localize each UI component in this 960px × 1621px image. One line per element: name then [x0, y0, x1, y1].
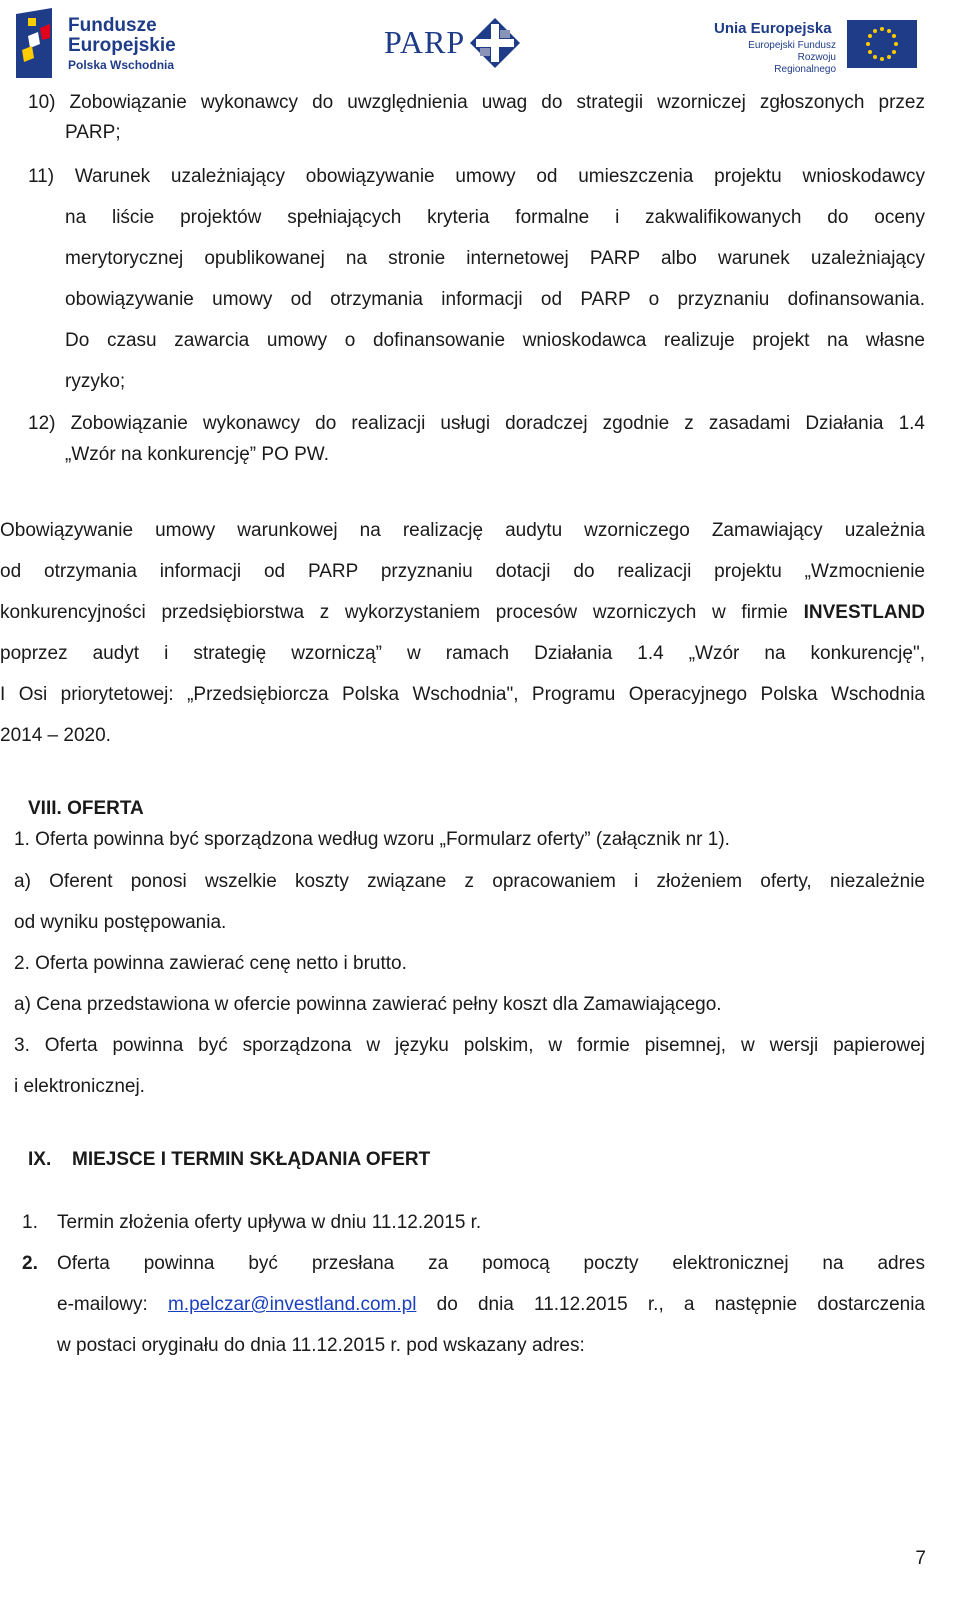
section-8-heading: VIII. OFERTA: [28, 798, 144, 819]
list-item-11-line1: 11) Warunek uzależniający obowiązywanie umowy od umieszczenia projektu wnioskodawcy: [28, 166, 925, 187]
fe-logo-subtitle: Polska Wschodnia: [68, 58, 175, 72]
conditional-paragraph-line5: I Osi priorytetowej: „Przedsiębiorcza Polska Wschodnia", Programu Operacyjnego Polska Wschodnia: [0, 684, 925, 705]
ue-logo-subtitle: Europejski Fundusz Rozwoju Regionalnego: [748, 40, 836, 75]
deadline-item-2-number: 2.: [22, 1253, 38, 1274]
fundusze-europejskie-logo: [14, 6, 214, 80]
conditional-paragraph-line3: konkurencyjności przedsiębiorstwa z wykorzystaniem procesów wzorniczych w firmie INVESTLAND: [0, 602, 925, 623]
list-item-12-line2: „Wzór na konkurencję” PO PW.: [65, 444, 329, 465]
fe-emblem-icon: [14, 6, 64, 80]
deadline-item-1-number: 1.: [22, 1212, 38, 1233]
list-item-11-line5: Do czasu zawarcia umowy o dofinansowanie wnioskodawca realizuje projekt na własne: [65, 330, 925, 351]
offer-item-3-line1: 3. Oferta powinna być sporządzona w języku polskim, w formie pisemnej, w wersji papierowej: [14, 1035, 925, 1056]
parp-logo: [384, 14, 534, 74]
parp-emblem-icon: [470, 18, 520, 68]
list-item-11-line2: na liście projektów spełniających kryteria formalne i zakwalifikowanych do oceny: [65, 207, 925, 228]
conditional-paragraph-line2: od otrzymania informacji od PARP przyznaniu dotacji do realizacji projektu „Wzmocnienie: [0, 561, 925, 582]
offer-item-1a-line2: od wyniku postępowania.: [14, 912, 227, 933]
conditional-paragraph-line1: Obowiązywanie umowy warunkowej na realizację audytu wzorniczego Zamawiający uzależnia: [0, 520, 925, 541]
email-link[interactable]: m.pelczar@investland.com.pl: [167, 1294, 417, 1315]
eu-flag-icon: [847, 20, 917, 68]
list-item-10-line1: 10) Zobowiązanie wykonawcy do uwzględnienia uwag do strategii wzorniczej zgłoszonych przez: [28, 92, 925, 113]
list-item-10-line2: PARP;: [65, 122, 121, 143]
deadline-item-2-line3: w postaci oryginału do dnia 11.12.2015 r. pod wskazany adres:: [57, 1335, 585, 1356]
fe-logo-title: Fundusze Europejskie: [68, 15, 176, 56]
deadline-item-2-line1: Oferta powinna być przesłana za pomocą poczty elektronicznej na adres: [57, 1253, 925, 1274]
company-name: INVESTLAND: [803, 602, 925, 623]
offer-item-1a-line1: a) Oferent ponosi wszelkie koszty związane z opracowaniem i złożeniem oferty, niezależnie: [14, 871, 925, 892]
ue-logo-title: Unia Europejska: [714, 20, 832, 37]
page-number: 7: [915, 1548, 926, 1569]
list-item-11-line4: obowiązywanie umowy od otrzymania informacji od PARP o przyznaniu dofinansowania.: [65, 289, 925, 310]
deadline-item-2-line2: e-mailowy: m.pelczar@investland.com.pl do dnia 11.12.2015 r., a następnie dostarczenia: [57, 1294, 925, 1315]
parp-logo-text: PARP: [384, 24, 466, 60]
list-item-11-line3: merytorycznej opublikowanej na stronie internetowej PARP albo warunek uzależniający: [65, 248, 925, 269]
offer-item-2a: a) Cena przedstawiona w ofercie powinna zawierać pełny koszt dla Zamawiającego.: [14, 994, 722, 1015]
unia-europejska-logo: [714, 18, 934, 74]
section-9-number: IX.: [28, 1149, 52, 1170]
page-header: [0, 0, 960, 85]
list-item-12-line1: 12) Zobowiązanie wykonawcy do realizacji usługi doradczej zgodnie z zasadami Działania 1.4: [28, 413, 925, 434]
conditional-paragraph-line6: 2014 – 2020.: [0, 725, 111, 746]
offer-item-3-line2: i elektronicznej.: [14, 1076, 145, 1097]
offer-item-2: 2. Oferta powinna zawierać cenę netto i brutto.: [14, 953, 407, 974]
list-item-11-line6: ryzyko;: [65, 371, 126, 392]
section-9-heading: MIEJSCE I TERMIN SKŁĄDANIA OFERT: [72, 1149, 431, 1170]
conditional-paragraph-line4: poprzez audyt i strategię wzorniczą” w ramach Działania 1.4 „Wzór na konkurencję",: [0, 643, 925, 664]
offer-item-1: 1. Oferta powinna być sporządzona według wzoru „Formularz oferty” (załącznik nr 1).: [14, 829, 730, 850]
deadline-item-1-text: Termin złożenia oferty upływa w dniu 11.12.2015 r.: [57, 1212, 482, 1233]
